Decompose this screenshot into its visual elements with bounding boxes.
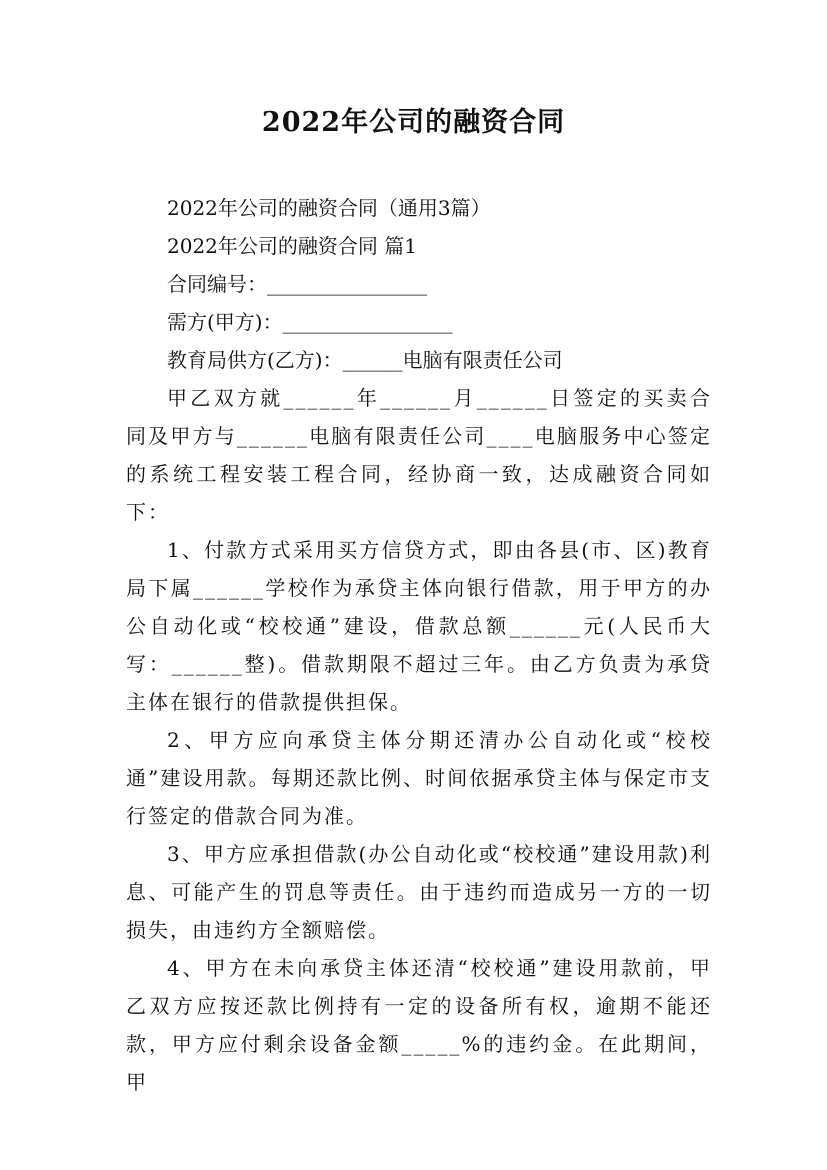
party-a-line: 需方(甲方)：_________________	[167, 310, 453, 334]
paragraph-clause-2: 2、甲方应向承贷主体分期还清办公自动化或“校校通”建设用款。每期还款比例、时间依据承贷主体与保定市支行签定的借款合同为准。	[126, 728, 712, 828]
party-b-line: 教育局供方(乙方)：______电脑有限责任公司	[167, 348, 563, 372]
paragraph-intro: 甲乙双方就______年______月______日签定的买卖合同及甲方与______电脑有限责任公司____电脑服务中心签定的系统工程安装工程合同，经协商一致，达成融资合同如下：	[126, 386, 712, 524]
subtitle-line: 2022年公司的融资合同（通用3篇）	[167, 196, 491, 220]
paragraph-clause-4: 4、甲方在未向承贷主体还清“校校通”建设用款前，甲乙双方应按还款比例持有一定的设备所有权，逾期不能还款，甲方应付剩余设备金额_____%的违约金。在此期间，甲	[126, 956, 712, 1094]
paragraph-clause-3: 3、甲方应承担借款(办公自动化或“校校通”建设用款)利息、可能产生的罚息等责任。由于违约而造成另一方的一切损失，由违约方全额赔偿。	[126, 842, 712, 942]
paragraph-clause-1: 1、付款方式采用买方信贷方式，即由各县(市、区)教育局下属______学校作为承贷主体向银行借款，用于甲方的办公自动化或“校校通”建设，借款总额______元(人民币大写：______整)。借款期限不超过三年。由乙方负责为承贷主体在银行的借款提供担保。	[126, 538, 712, 714]
document-title: 2022年公司的融资合同	[261, 107, 566, 138]
contract-number-line: 合同编号：________________	[167, 272, 427, 296]
document-body	[126, 189, 712, 1101]
section-heading: 2022年公司的融资合同 篇1	[167, 234, 417, 258]
